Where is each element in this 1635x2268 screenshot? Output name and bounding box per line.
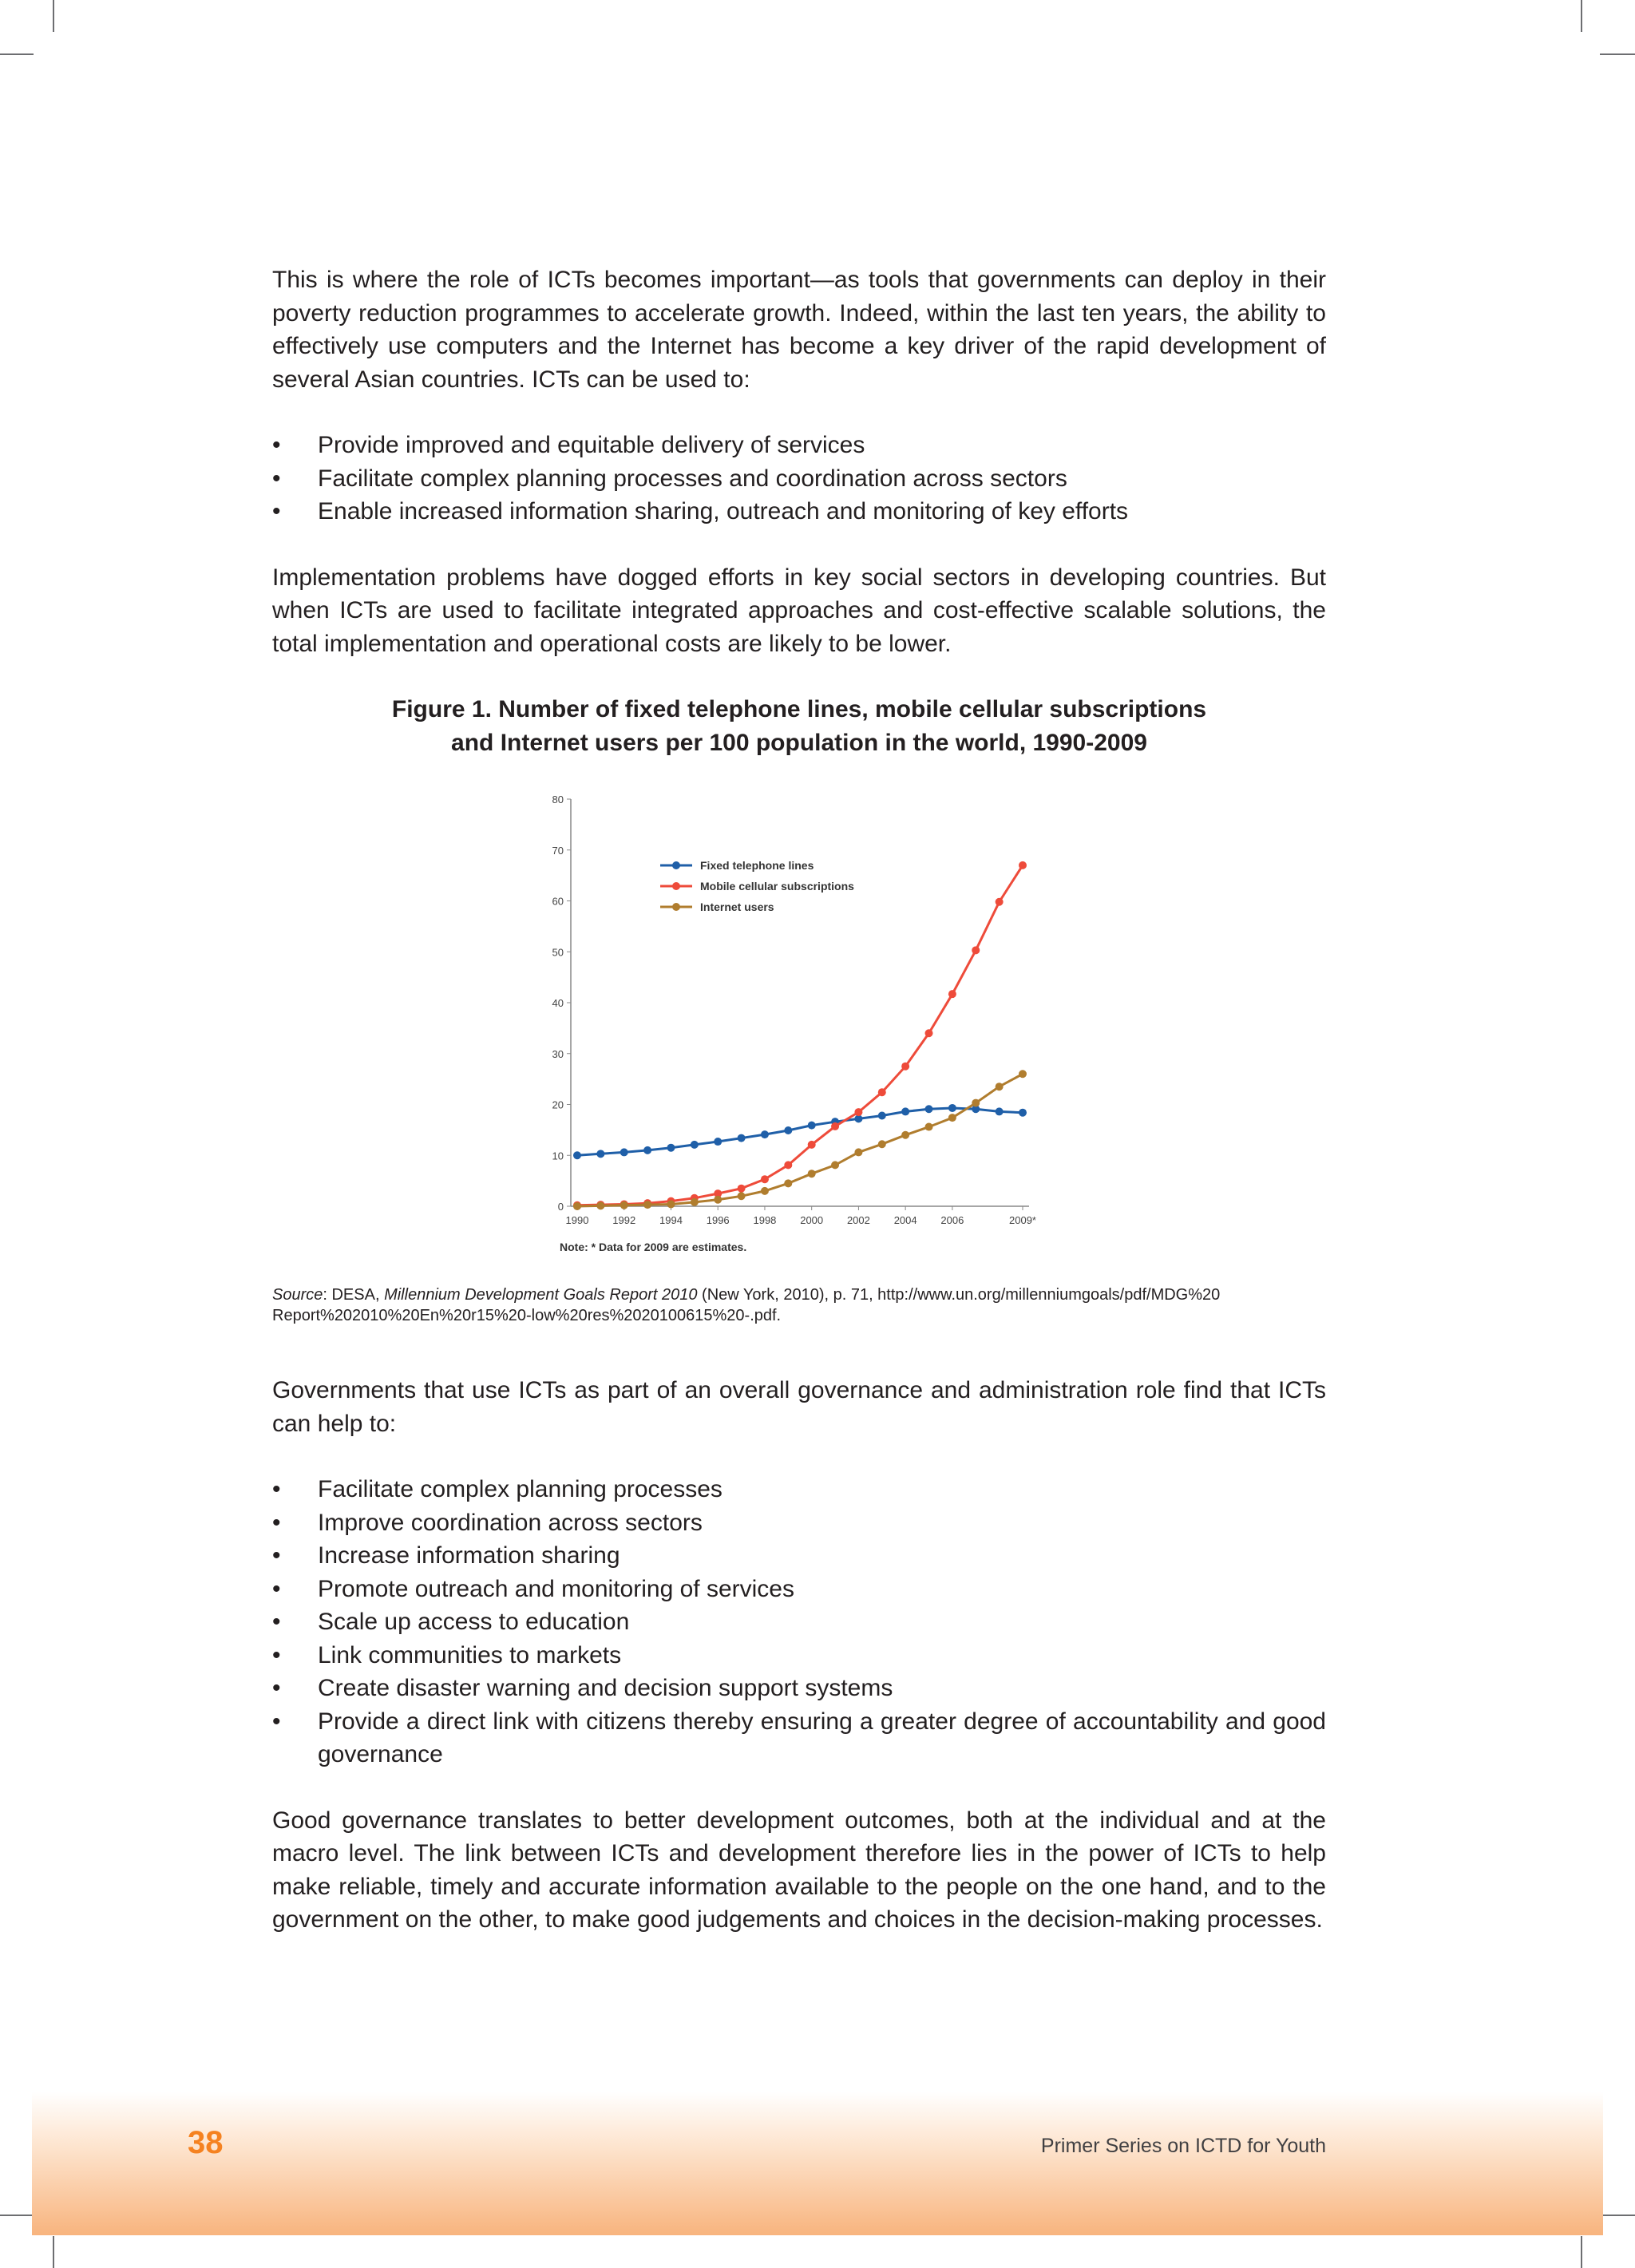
crop-mark <box>0 53 34 55</box>
bullet-icon: • <box>272 465 281 492</box>
bullet-icon: • <box>272 432 281 458</box>
data-point <box>784 1161 792 1169</box>
bullet-icon: • <box>272 1509 281 1536</box>
series-name: Primer Series on ICTD for Youth <box>1040 2135 1326 2157</box>
bullet-icon: • <box>272 1641 281 1668</box>
data-point <box>948 1114 956 1122</box>
bullet-icon: • <box>272 1675 281 1701</box>
data-point <box>901 1107 909 1115</box>
data-point <box>948 1104 956 1112</box>
data-point <box>996 1107 1004 1115</box>
list-item: • Create disaster warning and decision support systems <box>272 1672 1326 1705</box>
x-tick-label: 1996 <box>706 1214 730 1226</box>
data-point <box>738 1185 746 1193</box>
data-point <box>1019 1070 1027 1078</box>
governments-paragraph: Governments that use ICTs as part of an overall governance and administration role find that ICTs can help to: <box>272 1377 1326 1437</box>
y-tick-label: 30 <box>552 1047 564 1060</box>
x-tick-label: 1994 <box>659 1214 683 1226</box>
data-point <box>808 1170 816 1178</box>
list-item: • Provide improved and equitable delivery of services <box>272 429 1326 462</box>
bullet-icon: • <box>272 1542 281 1569</box>
data-point <box>714 1196 722 1204</box>
list-item: • Enable increased information sharing, outreach and monitoring of key efforts <box>272 495 1326 528</box>
x-tick-label: 2006 <box>940 1214 964 1226</box>
series-line-3 <box>577 1074 1023 1206</box>
intro-bullet-list <box>272 429 1326 528</box>
data-point <box>901 1063 909 1071</box>
x-tick-label: 1998 <box>753 1214 777 1226</box>
x-tick-label: 2004 <box>893 1214 917 1226</box>
data-point <box>1019 861 1027 869</box>
data-point <box>620 1148 628 1156</box>
data-point <box>925 1105 933 1113</box>
data-point <box>972 1099 980 1107</box>
data-point <box>878 1088 886 1096</box>
intro-paragraph: This is where the role of ICTs becomes important—as tools that governments can deploy in their poverty reduction programmes to accelerate growth. Indeed, within the last ten years, the ability to effectively use computers and the Internet has become a key driver of the rapid development of several Asian countries. ICTs can be used to: <box>272 267 1326 393</box>
crop-mark <box>1600 2215 1635 2216</box>
x-tick-label: 2009* <box>1009 1214 1036 1226</box>
data-point <box>596 1150 604 1158</box>
crop-mark <box>1600 53 1635 55</box>
data-point <box>808 1122 816 1130</box>
data-point <box>996 1083 1004 1090</box>
data-point <box>1019 1109 1027 1117</box>
bullet-icon: • <box>272 1609 281 1635</box>
y-tick-label: 60 <box>552 895 564 908</box>
data-point <box>996 898 1004 906</box>
benefits-bullet-list <box>272 1473 1326 1771</box>
series-line-2 <box>577 865 1023 1205</box>
data-point <box>620 1201 628 1209</box>
data-point <box>573 1151 581 1159</box>
chart-note: Note: * Data for 2009 are estimates. <box>560 1241 747 1253</box>
list-item: • Link communities to markets <box>272 1639 1326 1672</box>
data-point <box>925 1029 933 1037</box>
legend-marker <box>672 882 680 890</box>
y-tick-label: 10 <box>552 1150 564 1162</box>
data-point <box>948 990 956 998</box>
chart-svg <box>526 791 1085 1270</box>
data-point <box>714 1138 722 1146</box>
data-point <box>761 1175 769 1183</box>
list-item: • Facilitate complex planning processes <box>272 1473 1326 1506</box>
data-point <box>972 946 980 954</box>
list-item: • Provide a direct link with citizens thereby ensuring a greater degree of accountability and good governance <box>272 1705 1326 1771</box>
data-point <box>691 1141 699 1149</box>
data-point <box>761 1187 769 1195</box>
implementation-paragraph: Implementation problems have dogged efforts in key social sectors in developing countries. But when ICTs are used to facilitate integrated approaches and cost-effective scalable solutions, the total implementation and operational costs are likely to be lower. <box>272 564 1326 657</box>
crop-mark <box>0 2215 34 2216</box>
legend-label: Fixed telephone lines <box>700 859 814 872</box>
bullet-icon: • <box>272 1575 281 1602</box>
data-point <box>667 1144 675 1152</box>
y-tick-label: 70 <box>552 844 564 857</box>
crop-mark <box>1581 0 1582 32</box>
y-tick-label: 40 <box>552 997 564 1009</box>
data-point <box>596 1201 604 1209</box>
bullet-icon: • <box>272 1708 281 1735</box>
crop-mark <box>53 2236 54 2268</box>
list-item: • Promote outreach and monitoring of services <box>272 1573 1326 1606</box>
data-point <box>784 1126 792 1134</box>
data-point <box>761 1130 769 1138</box>
data-point <box>808 1141 816 1149</box>
list-item: • Facilitate complex planning processes and coordination across sectors <box>272 462 1326 496</box>
list-item: • Scale up access to education <box>272 1605 1326 1639</box>
bullet-icon: • <box>272 498 281 524</box>
data-point <box>854 1108 862 1116</box>
y-tick-label: 50 <box>552 946 564 959</box>
x-tick-label: 1992 <box>612 1214 636 1226</box>
data-point <box>738 1134 746 1142</box>
line-chart <box>526 791 1085 1270</box>
data-point <box>901 1131 909 1139</box>
data-point <box>854 1148 862 1156</box>
legend-marker <box>672 903 680 911</box>
page-content <box>272 263 1326 1937</box>
data-point <box>831 1161 839 1169</box>
governance-paragraph: Good governance translates to better development outcomes, both at the individual and at the macro level. The link between ICTs and development therefore lies in the power of ICTs to help make reliable, timely and accurate information available to the people on the one hand, and to the government on the other, to make good judgements and choices in the decision-making processes. <box>272 1807 1326 1933</box>
footer-band <box>32 2092 1603 2235</box>
data-point <box>667 1200 675 1208</box>
x-tick-label: 2000 <box>800 1214 824 1226</box>
figure-source: Source: DESA, Millennium Development Goals Report 2010 (New York, 2010), p. 71, http://www.un.org/millenniumgoals/pdf/MDG%20 Report%202010%20En%20r15%20-low%20res%2020100615%20-.pdf. <box>272 1286 1221 1324</box>
x-tick-label: 1990 <box>565 1214 589 1226</box>
data-point <box>878 1112 886 1120</box>
bullet-icon: • <box>272 1476 281 1502</box>
legend-marker <box>672 861 680 869</box>
data-point <box>573 1202 581 1210</box>
crop-mark <box>53 0 54 32</box>
data-point <box>784 1179 792 1187</box>
data-point <box>878 1140 886 1148</box>
y-tick-label: 20 <box>552 1098 564 1111</box>
data-point <box>643 1201 651 1209</box>
list-item: • Improve coordination across sectors <box>272 1506 1326 1540</box>
data-point <box>831 1122 839 1130</box>
page-number: 38 <box>188 2125 224 2160</box>
legend-label: Mobile cellular subscriptions <box>700 880 854 893</box>
data-point <box>738 1192 746 1200</box>
data-point <box>643 1146 651 1154</box>
crop-mark <box>1581 2236 1582 2268</box>
legend-label: Internet users <box>700 900 774 913</box>
figure-title: Figure 1. Number of fixed telephone lines, mobile cellular subscriptions and Internet users per 100 population in the world, 1990-2009 <box>391 696 1207 756</box>
y-tick-label: 0 <box>557 1201 564 1213</box>
x-tick-label: 2002 <box>846 1214 870 1226</box>
list-item: • Increase information sharing <box>272 1539 1326 1573</box>
data-point <box>691 1198 699 1206</box>
data-point <box>925 1123 933 1131</box>
y-tick-label: 80 <box>552 794 564 805</box>
